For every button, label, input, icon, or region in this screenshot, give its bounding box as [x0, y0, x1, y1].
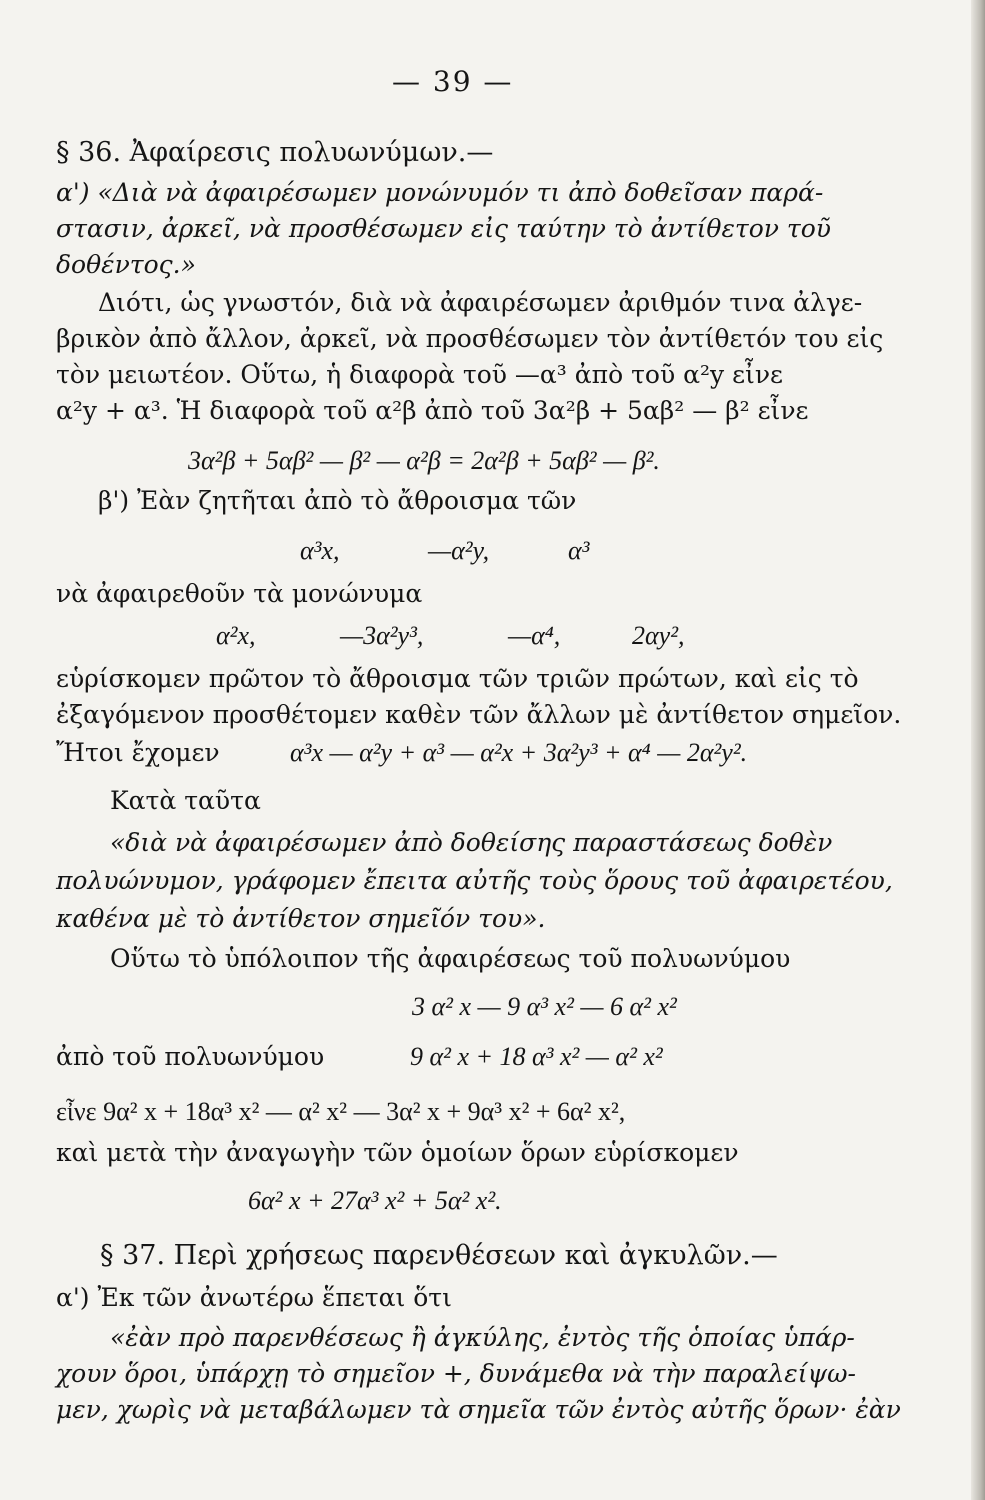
rule-line: «διὰ νὰ ἀφαιρέσωμεν ἀπὸ δοθείσης παραστάσεως δοθὲν — [110, 828, 833, 857]
final-result: 6α² x + 27α³ x² + 5α² x². — [248, 1186, 502, 1215]
rule-line: α') «Διὰ νὰ ἀφαιρέσωμεν μονώνυμόν τι ἀπὸ δοθεῖσαν παρά- — [56, 178, 824, 207]
page-number: — 39 — — [392, 65, 514, 98]
paragraph-line: εὑρίσκομεν πρῶτον τὸ ἄθροισμα τῶν τριῶν πρώτων, καὶ εἰς τὸ — [56, 664, 859, 693]
paragraph-line: Διότι, ὡς γνωστόν, διὰ νὰ ἀφαιρέσωμεν ἀριθμόν τινα ἀλγε- — [98, 288, 863, 317]
sub-point-a-intro: α') Ἐκ τῶν ἀνωτέρω ἕπεται ὅτι — [56, 1283, 452, 1312]
rule-line: στασιν, ἀρκεῖ, νὰ προσθέσωμεν εἰς ταύτην τὸ ἀντίθετον τοῦ — [56, 214, 831, 243]
term: —α²y, — [428, 536, 490, 565]
term: α²x, — [216, 621, 256, 650]
paragraph-line: ἐξαγόμενον προσθέτομεν καθὲν τῶν ἄλλων μὲ ἀντίθετον σημεῖον. — [56, 700, 902, 729]
rule-line: μεν, χωρὶς νὰ μεταβάλωμεν τὰ σημεῖα τῶν ἐντὸς αὐτῆς ὅρων· ἐὰν — [56, 1395, 901, 1424]
equation: 3α²β + 5αβ² — β² — α²β = 2α²β + 5αβ² — β². — [188, 446, 660, 475]
section-37-heading: § 37. Περὶ χρήσεως παρενθέσεων καὶ ἀγκυλῶν.— — [100, 1240, 778, 1271]
page-edge — [971, 0, 985, 1500]
rule-line: «ἐὰν πρὸ παρενθέσεως ἢ ἀγκύλης, ἐντὸς τῆς ὁποίας ὑπάρ- — [110, 1323, 855, 1352]
polynomial: 3 α² x — 9 α³ x² — 6 α² x² — [412, 992, 677, 1021]
section-36-heading: § 36. Ἀφαίρεσις πολυωνύμων.— — [56, 137, 494, 168]
rule-line: δοθέντος.» — [56, 250, 196, 279]
term: α³x, — [300, 536, 340, 565]
paragraph-line: βρικὸν ἀπὸ ἄλλον, ἀρκεῖ, νὰ προσθέσωμεν τὸν ἀντίθετόν του εἰς — [56, 324, 884, 353]
example-intro: Οὕτω τὸ ὑπόλοιπον τῆς ἀφαιρέσεως τοῦ πολυωνύμου — [110, 944, 791, 973]
term: —α⁴, — [508, 621, 561, 650]
term: α³ — [568, 536, 590, 565]
paragraph-line: καὶ μετὰ τὴν ἀναγωγὴν τῶν ὁμοίων ὅρων εὑρίσκομεν — [56, 1138, 739, 1167]
paragraph-line: τὸν μειωτέον. Οὕτω, ἡ διαφορὰ τοῦ —α³ ἀπὸ τοῦ α²y εἶνε — [56, 360, 783, 389]
kata-tauta: Κατὰ ταῦτα — [110, 786, 261, 815]
difference-line: εἶνε 9α² x + 18α³ x² — α² x² — 3α² x + 9α³ x² + 6α² x², — [56, 1097, 626, 1126]
term: —3α²y³, — [340, 621, 424, 650]
rule-line: καθένα μὲ τὸ ἀντίθετον σημεῖόν του». — [56, 904, 546, 933]
from-label: ἀπὸ τοῦ πολυωνύμου — [56, 1042, 325, 1071]
rule-line: πολυώνυμον, γράφομεν ἔπειτα αὐτῆς τοὺς ὅρους τοῦ ἀφαιρετέου, — [56, 866, 893, 895]
subtract-intro: νὰ ἀφαιρεθοῦν τὰ μονώνυμα — [56, 579, 423, 608]
result-label: Ἤτοι ἔχομεν — [56, 738, 220, 767]
term: 2αy², — [632, 621, 685, 650]
paragraph-line: α²y + α³. Ἡ διαφορὰ τοῦ α²β ἀπὸ τοῦ 3α²β + 5αβ² — β² εἶνε — [56, 396, 809, 425]
polynomial: 9 α² x + 18 α³ x² — α² x² — [410, 1042, 663, 1071]
rule-line: χουν ὅροι, ὑπάρχῃ τὸ σημεῖον +, δυνάμεθα νὰ τὴν παραλείψω- — [56, 1359, 856, 1388]
result-expression: α³x — α²y + α³ — α²x + 3α²y³ + α⁴ — 2α²y². — [290, 738, 748, 767]
sub-point-b-intro: β') Ἐὰν ζητῆται ἀπὸ τὸ ἄθροισμα τῶν — [98, 486, 577, 515]
